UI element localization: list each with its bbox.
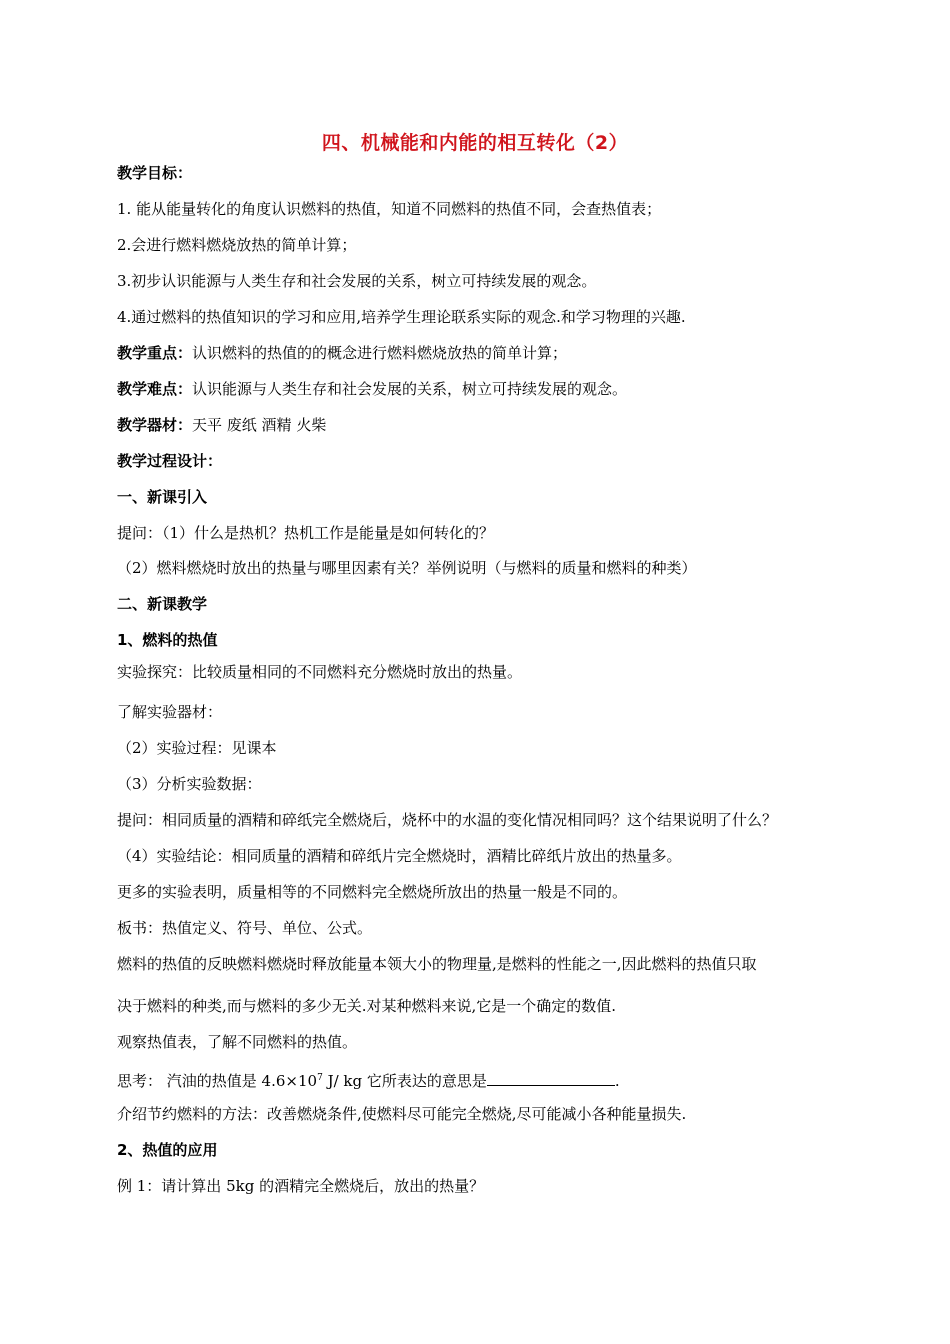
section1-question-2: （2）燃料燃烧时放出的热量与哪里因素有关？举例说明（与燃料的质量和燃料的种类） [117,559,697,577]
paragraph-line: 燃料的热值的反映燃料燃烧时释放能量本领大小的物理量,是燃料的性能之一,因此燃料的热值只取 [117,955,757,973]
objective-item-1: 1. 能从能量转化的角度认识燃料的热值，知道不同燃料的热值不同，会查热值表； [117,200,662,218]
section2-heading: 二、新课教学 [117,595,208,613]
objective-item-4: 4.通过燃料的热值知识的学习和应用,培养学生理论联系实际的观念.和学习物理的兴趣. [117,308,686,326]
subsection-heat-value-application: 2、热值的应用 [117,1141,218,1159]
think-question [117,1068,890,1091]
paragraph-line: 了解实验器材： [117,703,223,721]
key-points [117,343,890,363]
section1-heading: 一、新课引入 [117,488,208,506]
key-points-text: 认识燃料的热值的的概念进行燃料燃烧放热的简单计算； [192,344,568,362]
think-prefix: 思考： 汽油的热值是 4.6×10 [117,1072,318,1090]
paragraph-line: （4）实验结论：相同质量的酒精和碎纸片完全燃烧时，酒精比碎纸片放出的热量多。 [117,847,682,865]
paragraph-line: 板书：热值定义、符号、单位、公式。 [117,919,373,937]
subsection-fuel-heat-value: 1、燃料的热值 [117,631,218,649]
answer-blank [487,1071,615,1086]
paragraph-line: （3）分析实验数据： [117,775,262,793]
objective-item-2: 2.会进行燃料燃烧放热的简单计算； [117,236,357,254]
objective-item-3: 3.初步认识能源与人类生存和社会发展的关系，树立可持续发展的观念。 [117,272,597,290]
objectives-heading: 教学目标： [117,164,193,182]
save-fuel-methods: 介绍节约燃料的方法：改善燃烧条件,使燃料尽可能完全燃烧,尽可能减小各种能量损失. [117,1105,687,1123]
paragraph-line: 更多的实验表明，质量相等的不同燃料完全燃烧所放出的热量一般是不同的。 [117,883,628,901]
think-suffix: J/ kg 它所表达的意思是 [322,1072,487,1090]
paragraph-line: 观察热值表，了解不同燃料的热值。 [117,1033,358,1051]
page-title: 四、机械能和内能的相互转化（2） [321,132,629,154]
think-exponent: 7 [317,1073,323,1083]
equipment-text: 天平 废纸 酒精 火柴 [192,416,327,434]
equipment [117,415,890,435]
think-end: . [614,1072,620,1090]
paragraph-line: （2）实验过程：见课本 [117,739,277,757]
paragraph-line: 提问：相同质量的酒精和碎纸完全燃烧后，烧杯中的水温的变化情况相同吗？这个结果说明了什么？ [117,811,778,829]
paragraph-line: 决于燃料的种类,而与燃料的多少无关.对某种燃料来说,它是一个确定的数值. [117,997,617,1015]
process-heading: 教学过程设计： [117,452,223,470]
difficulties [117,379,890,399]
example-1: 例 1：请计算出 5kg 的酒精完全燃烧后，放出的热量？ [117,1177,485,1195]
difficulties-label: 教学难点： [117,380,193,398]
equipment-label: 教学器材： [117,416,193,434]
paragraph-line: 实验探究：比较质量相同的不同燃料充分燃烧时放出的热量。 [117,663,523,681]
difficulties-text: 认识能源与人类生存和社会发展的关系，树立可持续发展的观念。 [192,380,628,398]
section1-question-1: 提问：（1）什么是热机？热机工作是能量是如何转化的？ [117,524,495,542]
key-points-label: 教学重点： [117,344,193,362]
